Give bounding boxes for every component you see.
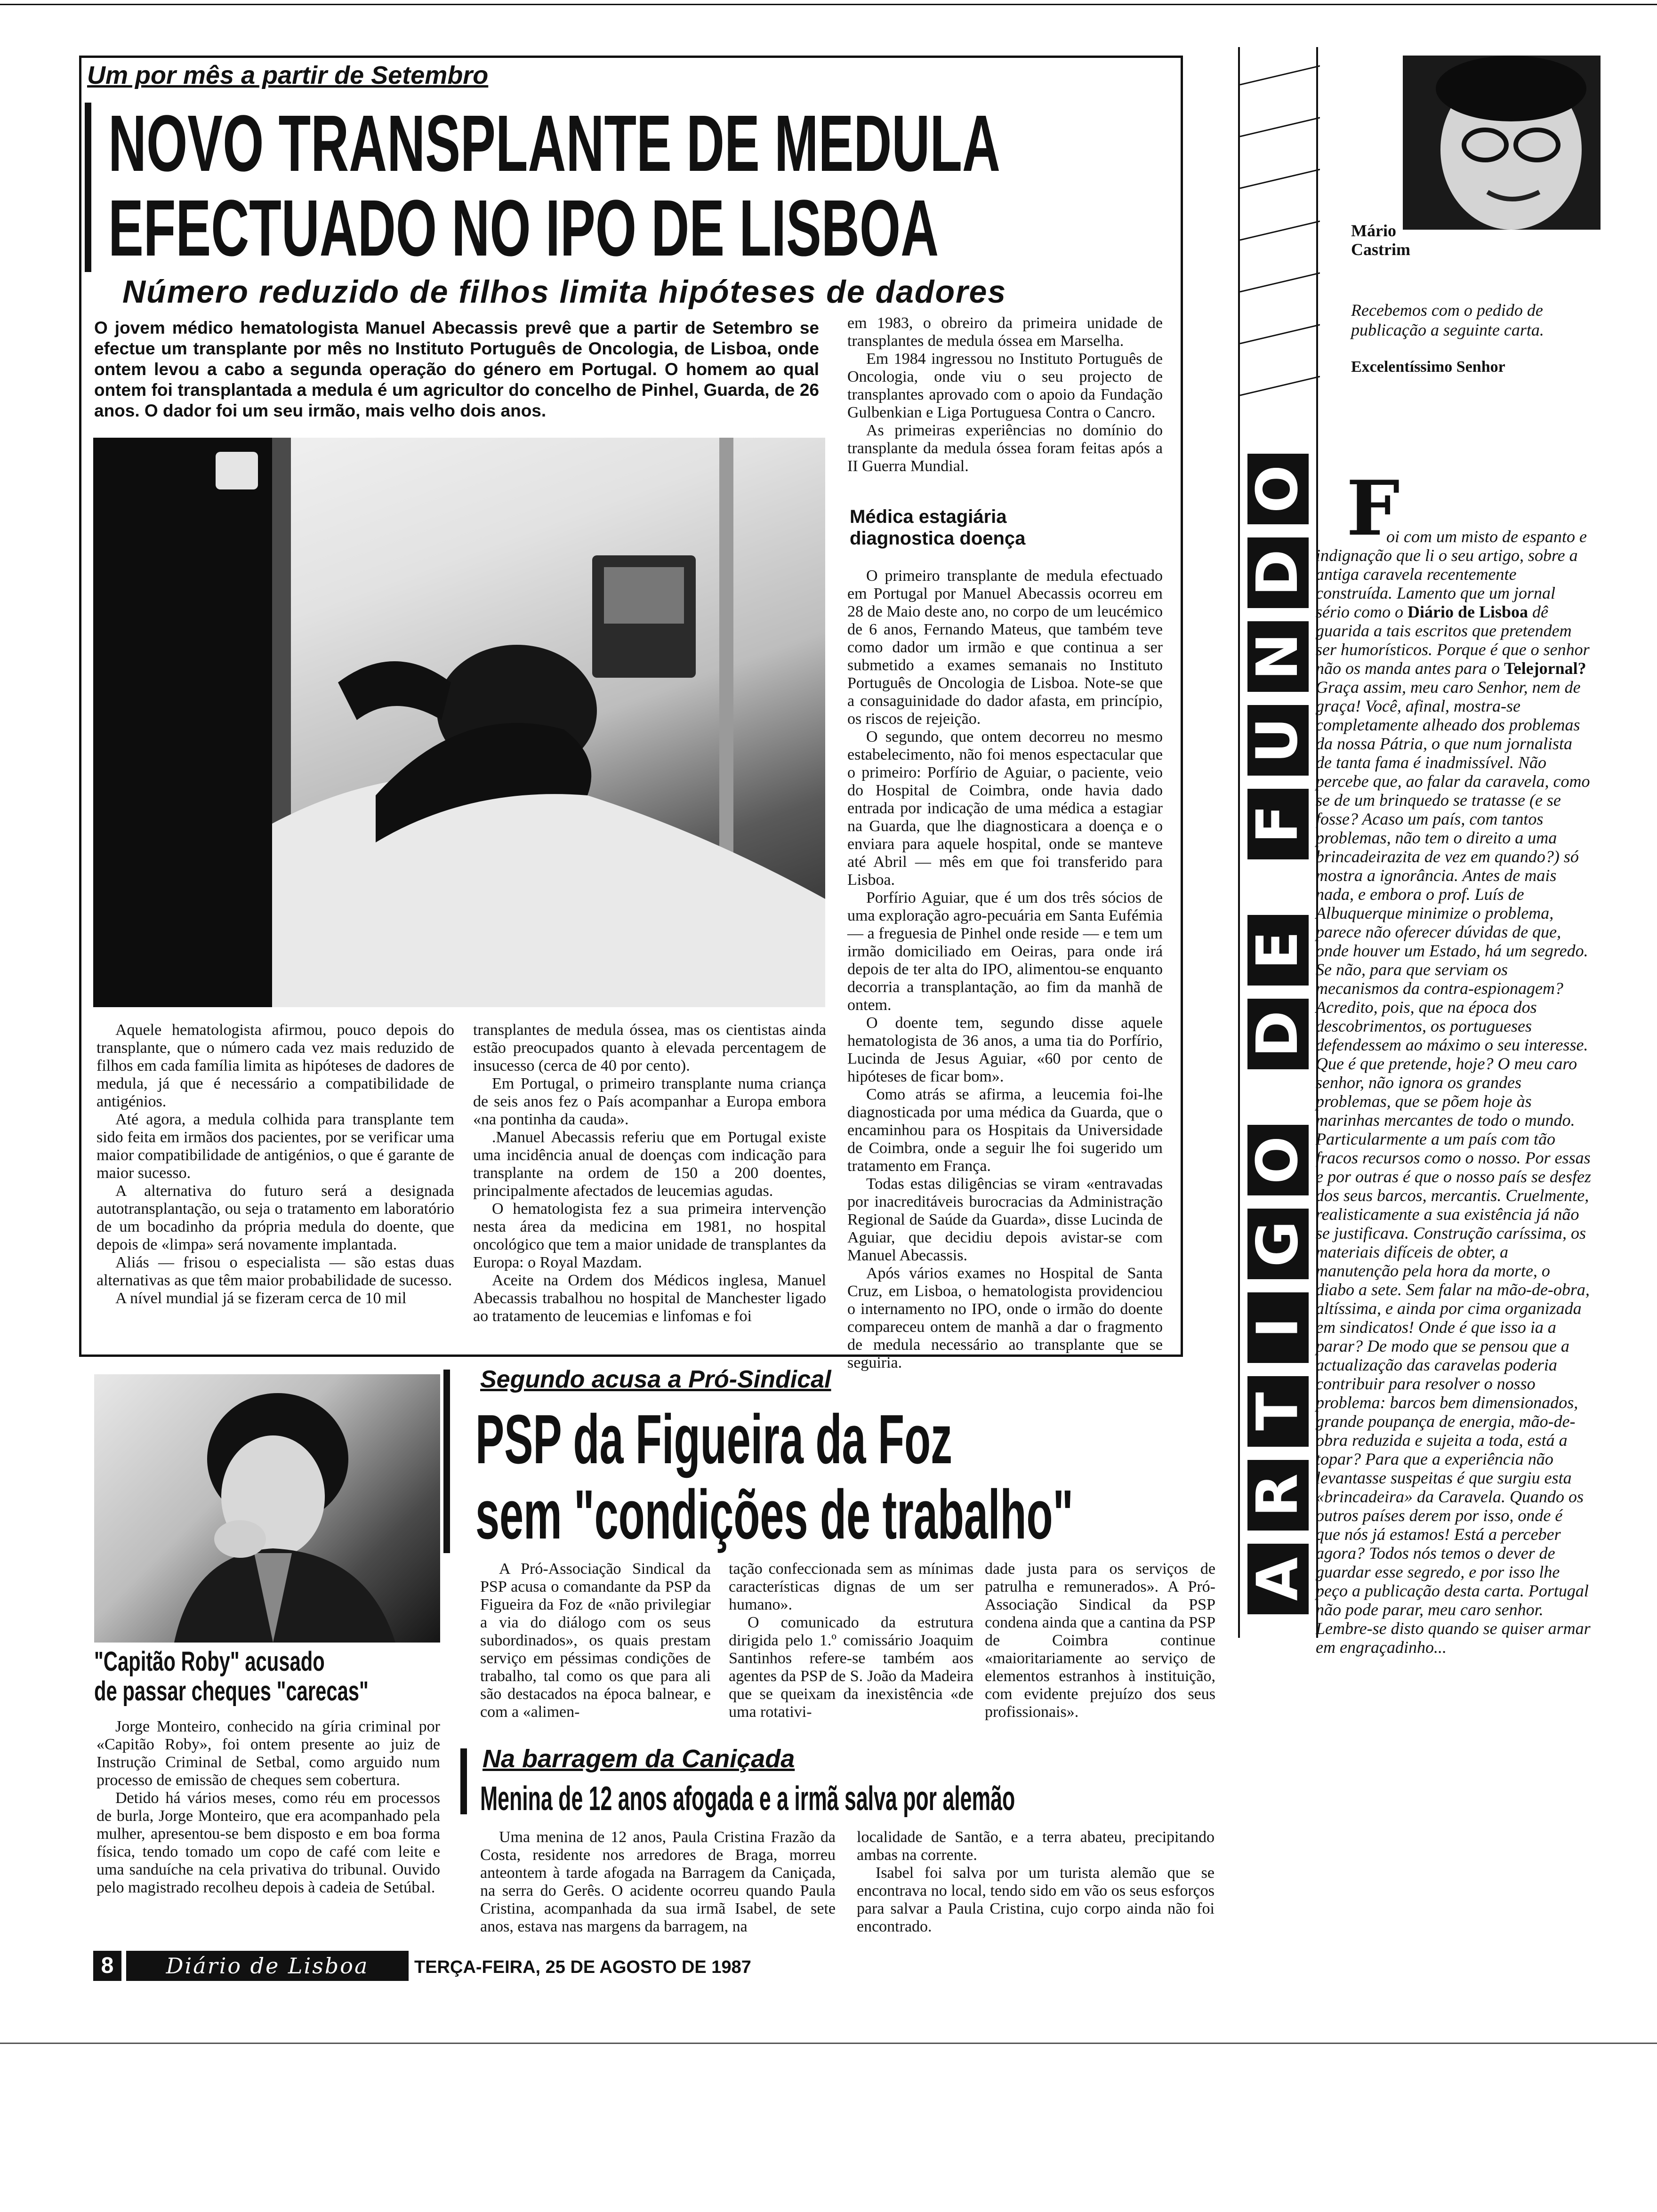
canicada-headline: Menina de 12 anos afogada e a irmã salva por alemão bbox=[480, 1780, 1015, 1818]
sidebar-letter: D bbox=[1247, 537, 1309, 608]
letter-salutation: Excelentíssimo Senhor bbox=[1351, 358, 1505, 376]
paragraph: Como atrás se afirma, a leucemia foi-lhe diagnosticada por uma médica da Guarda, que o encaminhou para os Hospitais da Universidade de Coimbra, onde a seguir lhe foi sugerido um tratamento em França. bbox=[847, 1086, 1163, 1175]
psp-column-1 bbox=[480, 1560, 711, 1721]
page-number: 8 bbox=[93, 1951, 121, 1981]
psp-kicker: Segundo acusa a Pró-Sindical bbox=[480, 1366, 831, 1393]
paragraph: A nível mundial já se fizeram cerca de 10 mil bbox=[115, 1290, 407, 1307]
issue-date: TERÇA-FEIRA, 25 DE AGOSTO DE 1987 bbox=[414, 1957, 751, 1977]
sidebar-letter: D bbox=[1247, 999, 1309, 1069]
bottom-edge-rule bbox=[0, 2043, 1657, 2044]
main-headline-bar bbox=[85, 103, 91, 272]
sidebar-letter: N bbox=[1247, 621, 1309, 692]
main-kicker: Um por mês a partir de Setembro bbox=[87, 61, 489, 89]
mario-castrim-photo bbox=[1403, 56, 1601, 230]
roby-body bbox=[97, 1718, 440, 1897]
main-headline-2: EFECTUADO NO IPO DE LISBOA bbox=[108, 184, 939, 273]
psp-column-2 bbox=[729, 1560, 973, 1721]
roby-headline-1: "Capitão Roby" acusado bbox=[94, 1646, 325, 1677]
paragraph: Porfírio Aguiar, que é um dos três sócios de uma exploração agro-pecuária em Santa Eufémia — a freguesia de Pinhel onde reside — e tem um irmão domiciliado em Oeiras, para onde irá depois de ter alta do IPO, alimentou-se enquanto decorria a transplantação, ao fim da manhã de ontem. bbox=[847, 889, 1163, 1014]
letter-dropcap: F bbox=[1346, 464, 1400, 553]
main-subhead: Número reduzido de filhos limita hipóteses de dadores bbox=[122, 274, 1007, 310]
canicada-kicker: Na barragem da Caniçada bbox=[483, 1745, 795, 1773]
paragraph: O comunicado da estrutura dirigida pelo 1.º comissário Joaquim Santinhos refere-se também aos agentes da PSP de S. João da Madeira que se queixam da inexistência «de uma rotativi- bbox=[729, 1614, 973, 1721]
psp-headline-bar bbox=[443, 1370, 450, 1553]
author-illustration bbox=[1403, 56, 1601, 230]
main-crosshead: Médica estagiária diagnostica doença bbox=[850, 506, 1026, 549]
canicada-column-1 bbox=[480, 1828, 836, 1936]
paragraph: Isabel foi salva por um turista alemão que se encontrava no local, tendo sido em vão os seus esforços para salvar a Paula Cristina, cujo corpo ainda não foi encontrado. bbox=[857, 1864, 1215, 1935]
paragraph: Aquele hematologista afirmou, pouco depois do transplante, que o número cada vez mais reduzido de filhos em cada família limita as hipóteses de dadores de medula, já que é necessário a compatibilidade de antigénios. bbox=[97, 1021, 454, 1110]
letter-part-3: Graça assim, meu caro Senhor, nem de graça! Você, afinal, mostra-se completamente alheado dos problemas da nossa Pátria, o que num jornalista de tanta fama é inadmissível. Não percebe que, ao falar da caravela, como se de um brinquedo se tratasse (e se fosse? Acaso um país, com tantos problemas, não tem o direito a uma brincadeirazita de vez em quando?) só mostra a ignorância. Antes de mais nada, e embora o prof. Luís de Albuquerque minimize o problema, parece não oferecer dúvidas de que, onde houver um Estado, há um segredo. Se não, para que serviam os mecanismos da contra-espionagem? Acredito, pois, que na época dos descobrimentos, os portugueses defendessem ao máximo o seu interesse. Que é que pretende, hoje? O meu caro senhor, não ignora os grandes problemas, que se põem hoje às marinhas mercantes de todo o mundo. Particularmente a um país com tão fracos recursos como o nosso. Por essas e por outras é que o nosso país se desfez dos seus barcos, mercantis. Cruelmente, realisticamente a sua existência já não se justificava. Construção caríssima, os materiais difíceis de obter, a manutenção pela hora da morte, o diabo a sete. Sem falar na mão-de-obra, altíssima, e ainda por cima organizada em sindicatos! Onde é que isso ia a parar? De modo que se pensou que a actualização das caravelas poderia contribuir para resolver o nosso problema: barcos bem dimensionados, grande poupança de energia, mão-de-obra reduzida e sujeita a toda, está a topar? Para que a experiência não levantasse suspeitas é que surgiu esta «brincadeira» da Caravela. Quando os outros países derem por isso, onde é que nós já estamos! Está a perceber agora? Todos nós temos o dever de guardar esse segredo, e por isso lhe peço a publicação desta carta. Portugal não pode parar, meu caro senhor. Lembre-se disto quando se quiser armar em engraçadinho... bbox=[1316, 678, 1591, 1657]
roby-illustration bbox=[94, 1374, 440, 1643]
letter-intro: Recebemos com o pedido de publicação a seguinte carta. bbox=[1351, 301, 1544, 339]
paragraph: As primeiras experiências no domínio do transplante da medula óssea foram feitas após a II Guerra Mundial. bbox=[847, 422, 1163, 475]
paragraph: Detido há vários meses, como réu em processos de burla, Jorge Monteiro, que era acompanhado pela mulher, apresentou-se bem disposto e em boa forma física, tendo tomado um copo de café com leite e uma sanduíche na cela privativa do tribunal. Ouvido pelo magistrado recolheu depois à cadeia de Setúbal. bbox=[97, 1789, 440, 1896]
paragraph: dade justa para os serviços de patrulha e remunerados». A Pró-Associação Sindical da PSP condena ainda que a cantina da PSP de Coimbra continue «maioritariamente ao serviço de elementos estranhos à instituição, com evidente prejuízo dos seus profissionais». bbox=[985, 1560, 1215, 1721]
paragraph: transplantes de medula óssea, mas os cientistas ainda estão preocupados quanto à elevada percentagem de insucesso (cerca de 40 por cento). bbox=[473, 1021, 826, 1074]
letter-telejornal: Telejornal? bbox=[1504, 659, 1586, 678]
author-name-1: Mário bbox=[1351, 221, 1396, 240]
main-bottom-column-2 bbox=[473, 1021, 826, 1325]
paragraph: O hematologista fez a sua primeira intervenção nesta área da medicina em 1981, no hospital oncológico que tem a maior unidade de transplantes da Europa: o Royal Mazdam. bbox=[473, 1200, 826, 1271]
psp-headline-1: PSP da Figueira da Foz bbox=[475, 1401, 952, 1478]
sidebar-letter: G bbox=[1247, 1209, 1309, 1279]
author-name-2: Castrim bbox=[1351, 240, 1410, 259]
paragraph: O segundo, que ontem decorreu no mesmo estabelecimento, não foi menos espectacular que o primeiro: Porfírio de Aguiar, o paciente, veio do Hospital de Coimbra, onde havia dado entrada por indicação de uma médica a estagiar na Guarda, que lhe diagnosticara a doença e o enviara para aquele hospital, onde se manteve até Abril — mês em que foi transferido para Lisboa. bbox=[847, 728, 1163, 889]
main-right-column-bottom bbox=[847, 567, 1163, 1372]
sidebar-letter: U bbox=[1247, 705, 1309, 776]
psp-headline-2: sem "condições de trabalho" bbox=[475, 1476, 1074, 1554]
paragraph: em 1983, o obreiro da primeira unidade de transplantes de medula óssea em Marselha. bbox=[847, 314, 1163, 350]
sidebar-letter: O bbox=[1247, 1125, 1309, 1195]
paragraph: Em 1984 ingressou no Instituto Português de Oncologia, onde viu o seu projecto de transplantes aprovado com o apoio da Fundação Gulbenkian e Liga Portuguesa Contra o Cancro. bbox=[847, 350, 1163, 421]
main-lede: O jovem médico hematologista Manuel Abecassis prevê que a partir de Setembro se efectue um transplante por mês no Instituto Português de Oncologia, de Lisboa, onde ontem levou a cabo a segunda operação do género em Portugal. O homem ao qual ontem foi transplantada a medula é um agricultor do concelho de Pinhel, Guarda, de 26 anos. O dador foi um seu irmão, mais velho dois anos. bbox=[94, 318, 819, 420]
letter-part-2: dê guarida a tais escritos que pretendem ser humorísticos. Porque é que o senhor não os manda antes para o bbox=[1316, 602, 1590, 678]
paragraph: localidade de Santão, e a terra abateu, precipitando ambas na corrente. bbox=[857, 1828, 1215, 1864]
paragraph: O primeiro transplante de medula efectuado em Portugal por Manuel Abecassis ocorreu em 28 de Maio deste ano, no corpo de um leucémico de 6 anos, Fernando Mateus, que também teve como dador um irmão e que continua a ser submetido a exames semanais no Instituto Português de Oncologia de Lisboa. Note-se que a consaguinidade do dador afasta, em princípio, os riscos de rejeição. bbox=[847, 567, 1163, 728]
paragraph: A alternativa do futuro será a designada autotransplantação, ou seja o tratamento em laboratório de um bocadinho da própria medula do doente, que depois de «limpa» será novamente implantada. bbox=[97, 1182, 454, 1253]
sidebar-letter: E bbox=[1247, 915, 1309, 986]
capitao-roby-photo bbox=[94, 1374, 440, 1643]
sidebar-letter: A bbox=[1247, 1544, 1309, 1614]
paragraph: Em Portugal, o primeiro transplante numa criança de seis anos fez o País acompanhar a Europa embora «na pontinha da cauda». bbox=[473, 1075, 826, 1128]
sidebar-letter: T bbox=[1247, 1376, 1309, 1447]
main-headline-1: NOVO TRANSPLANTE DE MEDULA bbox=[108, 99, 1000, 188]
main-right-column-top bbox=[847, 314, 1163, 475]
paragraph: Uma menina de 12 anos, Paula Cristina Frazão da Costa, residente nos arredores de Braga, morreu anteontem à tarde afogada na Barragem da Caniçada, na serra do Gerês. O acidente ocorreu quando Paula Cristina, acompanhada da sua irmã Isabel, de sete anos, estava nas margens da barragem, na bbox=[480, 1828, 836, 1935]
main-bottom-column-1 bbox=[97, 1021, 454, 1307]
paragraph: Todas estas diligências se viram «entravadas por inacreditáveis burocracias da Administração Regional de Saúde da Guarda», disse Lucinda de Aguiar, que decidiu depois avistar-se com Manuel Abecassis. bbox=[847, 1175, 1163, 1264]
roby-headline-2: de passar cheques "carecas" bbox=[94, 1676, 369, 1707]
paragraph: A Pró-Associação Sindical da PSP acusa o comandante da PSP da Figueira da Foz de «não privilegiar a via do diálogo com os seus subordinados», os quais prestam serviço em péssimas condições de trabalho, tal como os que para ali são destacados na época balnear, e com a «alimen- bbox=[480, 1560, 711, 1721]
masthead: Diário de Lisboa bbox=[126, 1951, 409, 1981]
sidebar-letter: F bbox=[1247, 789, 1309, 859]
canicada-headline-bar bbox=[460, 1748, 467, 1814]
letter-part-1: oi com um misto de espanto e indignação que li o seu artigo, sobre a antiga caravela recentemente construída. Lamento que um jornal sério como o bbox=[1316, 527, 1587, 621]
photo-illustration bbox=[93, 438, 825, 1007]
sidebar-letter: I bbox=[1247, 1292, 1309, 1363]
paragraph: Após vários exames no Hospital de Santa Cruz, em Lisboa, o hematologista providenciou o internamento no IPO, onde o irmão do doente compareceu ontem de manhã a dar o fragmento de medula necessário ao transplante que se seguiria. bbox=[847, 1265, 1163, 1371]
paragraph: Aliás — frisou o especialista — são estas duas alternativas as que têm maior probabilidade de sucesso. bbox=[97, 1254, 454, 1289]
paragraph: Aceite na Ordem dos Médicos inglesa, Manuel Abecassis trabalhou no hospital de Manchester ligado ao tratamento de leucemias e linfomas e foi bbox=[473, 1272, 826, 1325]
paragraph: Jorge Monteiro, conhecido na gíria criminal por «Capitão Roby», foi ontem presente ao juiz de Instrução Criminal de Setbal, como arguido num processo de emissão de cheques sem cobertura. bbox=[97, 1718, 440, 1789]
canicada-column-2 bbox=[857, 1828, 1215, 1936]
psp-column-3 bbox=[985, 1560, 1215, 1721]
sidebar-letter: R bbox=[1247, 1460, 1309, 1531]
paragraph: O doente tem, segundo disse aquele hematologista de 36 anos, a uma tia do Porfírio, Lucinda de Jesus Aguiar, «60 por cento de hipóteses de ficar bom». bbox=[847, 1014, 1163, 1085]
paragraph: Até agora, a medula colhida para transplante tem sido feita em irmãos dos pacientes, por se verificar uma maior compatibilidade de antigénios, o que é garante de maior sucesso. bbox=[97, 1111, 455, 1182]
letter-paper-name: Diário de Lisboa bbox=[1407, 602, 1528, 621]
hospital-patient-photo bbox=[93, 438, 825, 1007]
letter-body bbox=[1316, 527, 1591, 1657]
top-edge-rule bbox=[0, 4, 1657, 5]
paragraph: tação confeccionada sem as mínimas características dignas de um ser humano». bbox=[729, 1560, 973, 1613]
paragraph: .Manuel Abecassis referiu que em Portugal existe uma incidência anual de doenças com indicação para transplante na ordem de 150 a 200 doentes, principalmente afectados de leucemias agudas. bbox=[473, 1129, 826, 1200]
sidebar-letter: O bbox=[1247, 454, 1309, 524]
